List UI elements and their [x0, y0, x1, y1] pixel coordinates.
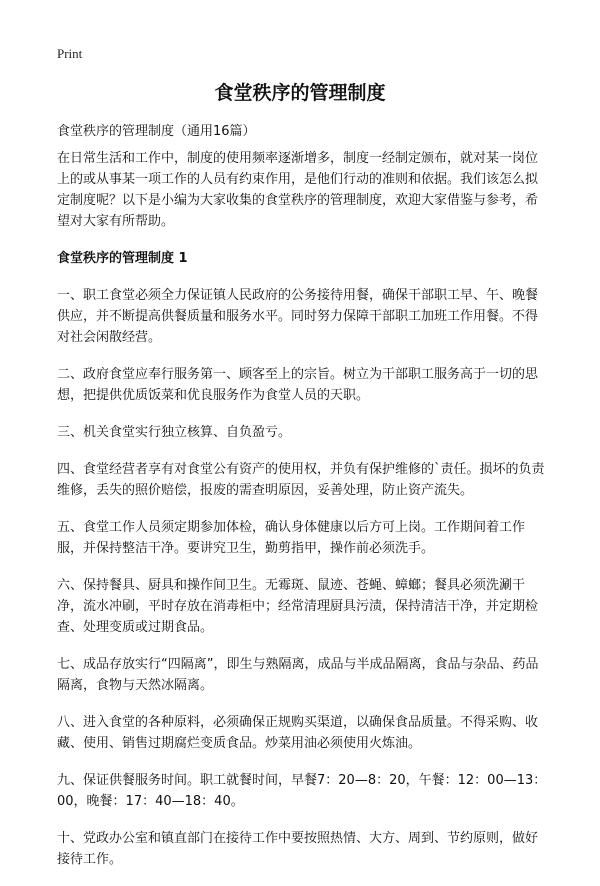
- page-title: 食堂秩序的管理制度: [214, 82, 386, 104]
- print-link[interactable]: Print: [57, 46, 83, 61]
- document-subtitle: 食堂秩序的管理制度（通用16篇）: [57, 124, 256, 139]
- document-body: [57, 148, 549, 886]
- rule-paragraph-1: 一、职工食堂必须全力保证镇人民政府的公务接待用餐，确保干部职工早、午、晚餐供应，并不断提高供餐质量和服务水平。同时努力保障干部职工加班工作用餐。不得对社会闲散经营。: [57, 288, 539, 345]
- rule-paragraph-3: 三、机关食堂实行独立核算、自负盈亏。: [57, 425, 292, 440]
- section-heading: 食堂秩序的管理制度 1: [57, 251, 188, 266]
- rule-paragraph-7: 七、成品存放实行“四隔离”，即生与熟隔离，成品与半成品隔离，食品与杂品、药品隔离，食物与天然冰隔离。: [57, 657, 539, 693]
- rule-paragraph-10: 十、党政办公室和镇直部门在接待工作中要按照热情、大方、周到、节约原则，做好接待工作。: [57, 831, 539, 867]
- rule-paragraph-2: 二、政府食堂应奉行服务第一、顾客至上的宗旨。树立为干部职工服务高于一切的思想，把提供优质饭菜和优良服务作为食堂人员的天职。: [57, 367, 539, 403]
- intro-paragraph: 在日常生活和工作中，制度的使用频率逐渐增多，制度一经制定颁布，就对某一岗位上的或从事某一项工作的人员有约束作用，是他们行动的准则和依据。我们该怎么拟定制度呢？以下是小编为大家收集的食堂秩序的管理制度，欢迎大家借鉴与参考，希望对大家有所帮助。: [57, 151, 539, 229]
- rule-paragraph-5: 五、食堂工作人员须定期参加体检，确认身体健康以后方可上岗。工作期间着工作服，并保持整洁干净。要讲究卫生，勤剪指甲，操作前必须洗手。: [57, 520, 526, 556]
- rule-paragraph-6: 六、保持餐具、厨具和操作间卫生。无霉斑、鼠迹、苍蝇、蟑螂；餐具必须洗涮干净，流水冲刷，平时存放在消毒柜中；经常清理厨具污渍，保持清洁干净，并定期检查、处理变质或过期食品。: [57, 578, 539, 635]
- rule-paragraph-9: 九、保证供餐服务时间。职工就餐时间，早餐7：20—8：20，午餐：12：00—13：00，晚餐：17：40—18：40。: [57, 773, 547, 809]
- rule-paragraph-4: 四、食堂经营者享有对食堂公有资产的使用权，并负有保护维修的`责任。损坏的负责维修，丢失的照价赔偿，报废的需查明原因，妥善处理，防止资产流失。: [57, 462, 545, 498]
- rule-paragraph-8: 八、进入食堂的各种原料，必须确保正规购买渠道，以确保食品质量。不得采购、收藏、使用、销售过期腐烂变质食品。炒菜用油必须使用火炼油。: [57, 715, 539, 751]
